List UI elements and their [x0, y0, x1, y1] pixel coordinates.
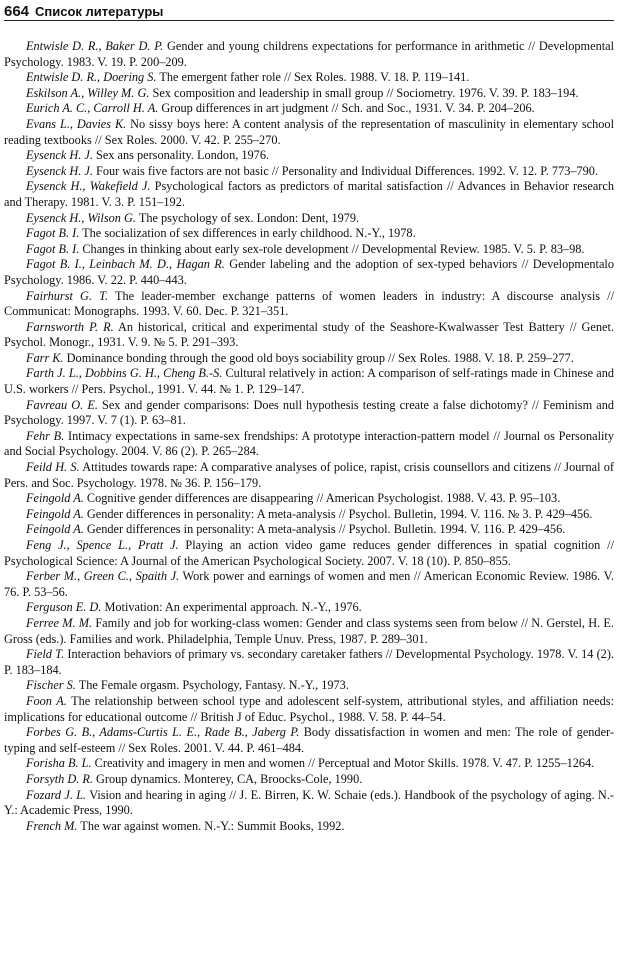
reference-entry: [4, 164, 614, 180]
reference-text: Sex ans personality. London, 1976.: [92, 148, 270, 163]
reference-text: Family and job for working-class women: Gender and class systems seen from below // N. Gerstel, H. E. Gross (eds.). Families and work. Philadelphia, Temple Unuv. Press, 1987. P. 289–301.: [4, 615, 615, 646]
reference-author: Farr K.: [26, 350, 64, 365]
reference-text: Gender labeling and the adoption of sex-typed behaviors // Developmentalo Psychology. 1986. V. 22. P. 440–443.: [4, 257, 614, 287]
reference-author: Farnsworth P. R.: [26, 319, 114, 334]
reference-author: Feingold A.: [26, 522, 84, 537]
reference-entry: [4, 211, 614, 227]
reference-text: The leader-member exchange patterns of women leaders in industry: A discourse analysis // Communicat: Monographs. 1993. V. 60. Dec. P. 321–351.: [4, 288, 614, 319]
reference-text: Playing an action video game reduces gender differences in spatial cognition // Psychological Science: A Journal of the American Psychological Society. 2007. V. 18 (10). P. 850–855.: [4, 538, 614, 568]
reference-author: Ferree M. M.: [26, 615, 93, 630]
reference-text: The psychology of sex. London: Dent, 1979.: [135, 210, 360, 225]
reference-author: Entwisle D. R., Doering S.: [26, 70, 157, 85]
reference-entry: [4, 366, 614, 397]
reference-author: Eurich A. C., Carroll H. A.: [26, 101, 159, 116]
reference-text: The war against women. N.-Y.: Summit Books, 1992.: [77, 818, 345, 833]
reference-text: Motivation: An experimental approach. N.-Y., 1976.: [101, 600, 362, 615]
reference-author: Ferber M., Green C., Spaith J.: [26, 569, 180, 584]
reference-author: Forsyth D. R.: [26, 771, 93, 786]
reference-author: Fagot B. I.: [26, 241, 80, 256]
reference-text: The Female orgasm. Psychology, Fantasy. N.-Y., 1973.: [75, 678, 349, 693]
reference-entry: [4, 70, 614, 86]
reference-author: Favreau O. E.: [26, 397, 98, 412]
reference-entry: [4, 86, 614, 102]
reference-entry: [4, 101, 614, 117]
reference-entry: [4, 725, 614, 756]
reference-author: Foon A.: [26, 693, 67, 708]
reference-text: Cognitive gender differences are disappearing // American Psychologist. 1988. V. 43. P. 95–103.: [83, 491, 561, 506]
running-title: Список литературы: [35, 4, 164, 19]
reference-entry: [4, 460, 614, 491]
reference-author: Fairhurst G. T.: [26, 288, 109, 303]
reference-text: Body dissatisfaction in women and men: The role of gender-typing and self-esteem // Sex Roles. 2001. V. 44. P. 461–484.: [4, 725, 614, 755]
reference-text: Psychological factors as predictors of marital satisfaction // Advances in Behavior research and Therapy. 1981. V. 3. P. 151–192.: [4, 179, 614, 209]
reference-entry: [4, 538, 614, 569]
reference-text: Gender differences in personality: A meta-analysis // Psychol. Bulletin. 1994. V. 116. P. 429–456.: [83, 522, 566, 537]
reference-text: Cultural relatively in action: A comparison of self-ratings made in Chinese and U.S. workers // Pers. Psychol., 1991. V. 44. № 1. P. 129–147.: [4, 366, 614, 397]
reference-text: Gender differences in personality: A meta-analysis // Psychol. Bulletin, 1994. V. 116. № 3. P. 429–456.: [83, 506, 593, 521]
reference-entry: [4, 788, 614, 819]
reference-entry: [4, 257, 614, 288]
reference-entry: [4, 616, 614, 647]
reference-entry: [4, 148, 614, 164]
reference-author: Forbes G. B., Adams-Curtis L. E., Rade B., Jaberg P.: [26, 725, 300, 740]
reference-text: Gender and young childrens expectations for performance in arithmetic // Developmental Psychology. 1983. V. 19. P. 200–209.: [4, 39, 615, 69]
reference-author: Forisha B. L.: [26, 756, 92, 771]
reference-author: Field T.: [26, 647, 65, 662]
reference-entry: [4, 678, 614, 694]
reference-entry: [4, 819, 614, 835]
reference-author: Eysenck H., Wakefield J.: [26, 179, 151, 194]
running-header: [4, 0, 614, 21]
reference-author: French M.: [26, 818, 78, 833]
reference-author: Eysenck H., Wilson G.: [26, 210, 136, 225]
reference-text: The relationship between school type and adolescent self-system, attributional styles, and affiliation needs: implications for educational outcome // British J of Educ. Psychol., 1988. V. 58. P. 44–54.: [4, 693, 615, 724]
reference-entry: [4, 117, 614, 148]
reference-author: Fagot B. I., Leinbach M. D., Hagan R.: [26, 257, 225, 272]
reference-entry: [4, 507, 614, 523]
reference-text: Intimacy expectations in same-sex frendships: A prototype interaction-pattern model // Journal os Personality and Social Psychology. 2004. V. 86 (2). P. 265–284.: [4, 428, 614, 459]
page-number: 664: [4, 3, 30, 20]
reference-text: Group differences in art judgment // Sch. and Soc., 1931. V. 34. P. 204–206.: [158, 101, 535, 116]
reference-author: Feng J., Spence L., Pratt J.: [26, 538, 179, 552]
reference-entry: [4, 772, 614, 788]
reference-author: Eysenck H. J.: [26, 148, 93, 163]
reference-entry: [4, 242, 614, 258]
reference-entry: [4, 647, 614, 678]
reference-text: Sex and gender comparisons: Does null hypothesis testing create a false dichotomy? // Feminism and Psychology. 1997. V. 7 (1). P. 63–81.: [4, 397, 614, 428]
reference-text: Group dynamics. Monterey, CA, Broocks-Cole, 1990.: [92, 771, 363, 786]
reference-text: Sex composition and leadership in small group // Sociometry. 1976. V. 39. P. 183–194.: [149, 85, 579, 100]
reference-author: Fischer S.: [26, 678, 76, 693]
reference-author: Fehr B.: [26, 428, 65, 443]
reference-author: Eskilson A., Willey M. G.: [26, 85, 150, 100]
reference-entry: [4, 179, 614, 210]
reference-entry: [4, 320, 614, 351]
reference-text: An historical, critical and experimental study of the Seashore-Kwalwasser Test Battery // Genet. Psychol. Monogr., 1931. V. 9. № 5. P. 291–393.: [4, 319, 614, 350]
reference-entry: [4, 429, 614, 460]
reference-entry: [4, 522, 614, 538]
reference-entry: [4, 600, 614, 616]
reference-entry: [4, 351, 614, 367]
reference-author: Ferguson E. D.: [26, 600, 102, 615]
reference-entry: [4, 226, 614, 242]
reference-author: Eysenck H. J.: [26, 163, 93, 178]
reference-text: Interaction behaviors of primary vs. secondary caretaker fathers // Developmental Psychology. 1978. V. 14 (2). P. 183–184.: [4, 647, 614, 677]
reference-author: Entwisle D. R., Baker D. P.: [26, 39, 164, 53]
reference-text: No sissy boys here: A content analysis of the representation of masculinity in elementary school reading textbooks // Sex Roles. 2000. V. 42. P. 255–270.: [4, 116, 614, 147]
reference-author: Evans L., Davies K.: [26, 116, 127, 131]
reference-text: Vision and hearing in aging // J. E. Birren, K. W. Schaie (eds.). Handbook of the psychology of aging. N.-Y.: Academic Press, 1990.: [4, 787, 614, 818]
reference-entry: [4, 756, 614, 772]
reference-text: Dominance bonding through the good old boys sociability group // Sex Roles. 1988. V. 18. P. 259–277.: [63, 350, 574, 365]
reference-author: Feild H. S.: [26, 460, 80, 475]
reference-author: Fozard J. L.: [26, 787, 87, 802]
reference-text: Attitudes towards rape: A comparative analyses of police, rapist, crisis counsellors and citizens // Journal of Pers. and Soc. Psychology. 1978. № 36. P. 156–179.: [4, 460, 614, 490]
reference-author: Fagot B. I.: [26, 226, 80, 241]
reference-entry: [4, 39, 614, 70]
reference-text: Four wais five factors are not basic // Personality and Individual Differences. 1992. V. 12. P. 773–790.: [92, 163, 599, 178]
reference-text: Creativity and imagery in men and women // Perceptual and Motor Skills. 1978. V. 47. P. 1255–1264.: [91, 756, 595, 771]
reference-entry: [4, 289, 614, 320]
reference-author: Feingold A.: [26, 506, 84, 521]
reference-author: Feingold A.: [26, 491, 84, 506]
reference-entry: [4, 569, 614, 600]
reference-text: The emergent father role // Sex Roles. 1988. V. 18. P. 119–141.: [156, 70, 470, 85]
reference-list: [4, 39, 614, 834]
reference-text: Work power and earnings of women and men // American Economic Review. 1986. V. 76. P. 53–56.: [4, 569, 615, 599]
reference-entry: [4, 694, 614, 725]
reference-text: The socialization of sex differences in early childhood. N.-Y., 1978.: [79, 226, 416, 241]
reference-entry: [4, 491, 614, 507]
reference-author: Farth J. L., Dobbins G. H., Cheng B.-S.: [26, 366, 223, 381]
reference-entry: [4, 398, 614, 429]
reference-text: Changes in thinking about early sex-role development // Developmental Review. 1985. V. 5. P. 83–98.: [79, 241, 585, 256]
